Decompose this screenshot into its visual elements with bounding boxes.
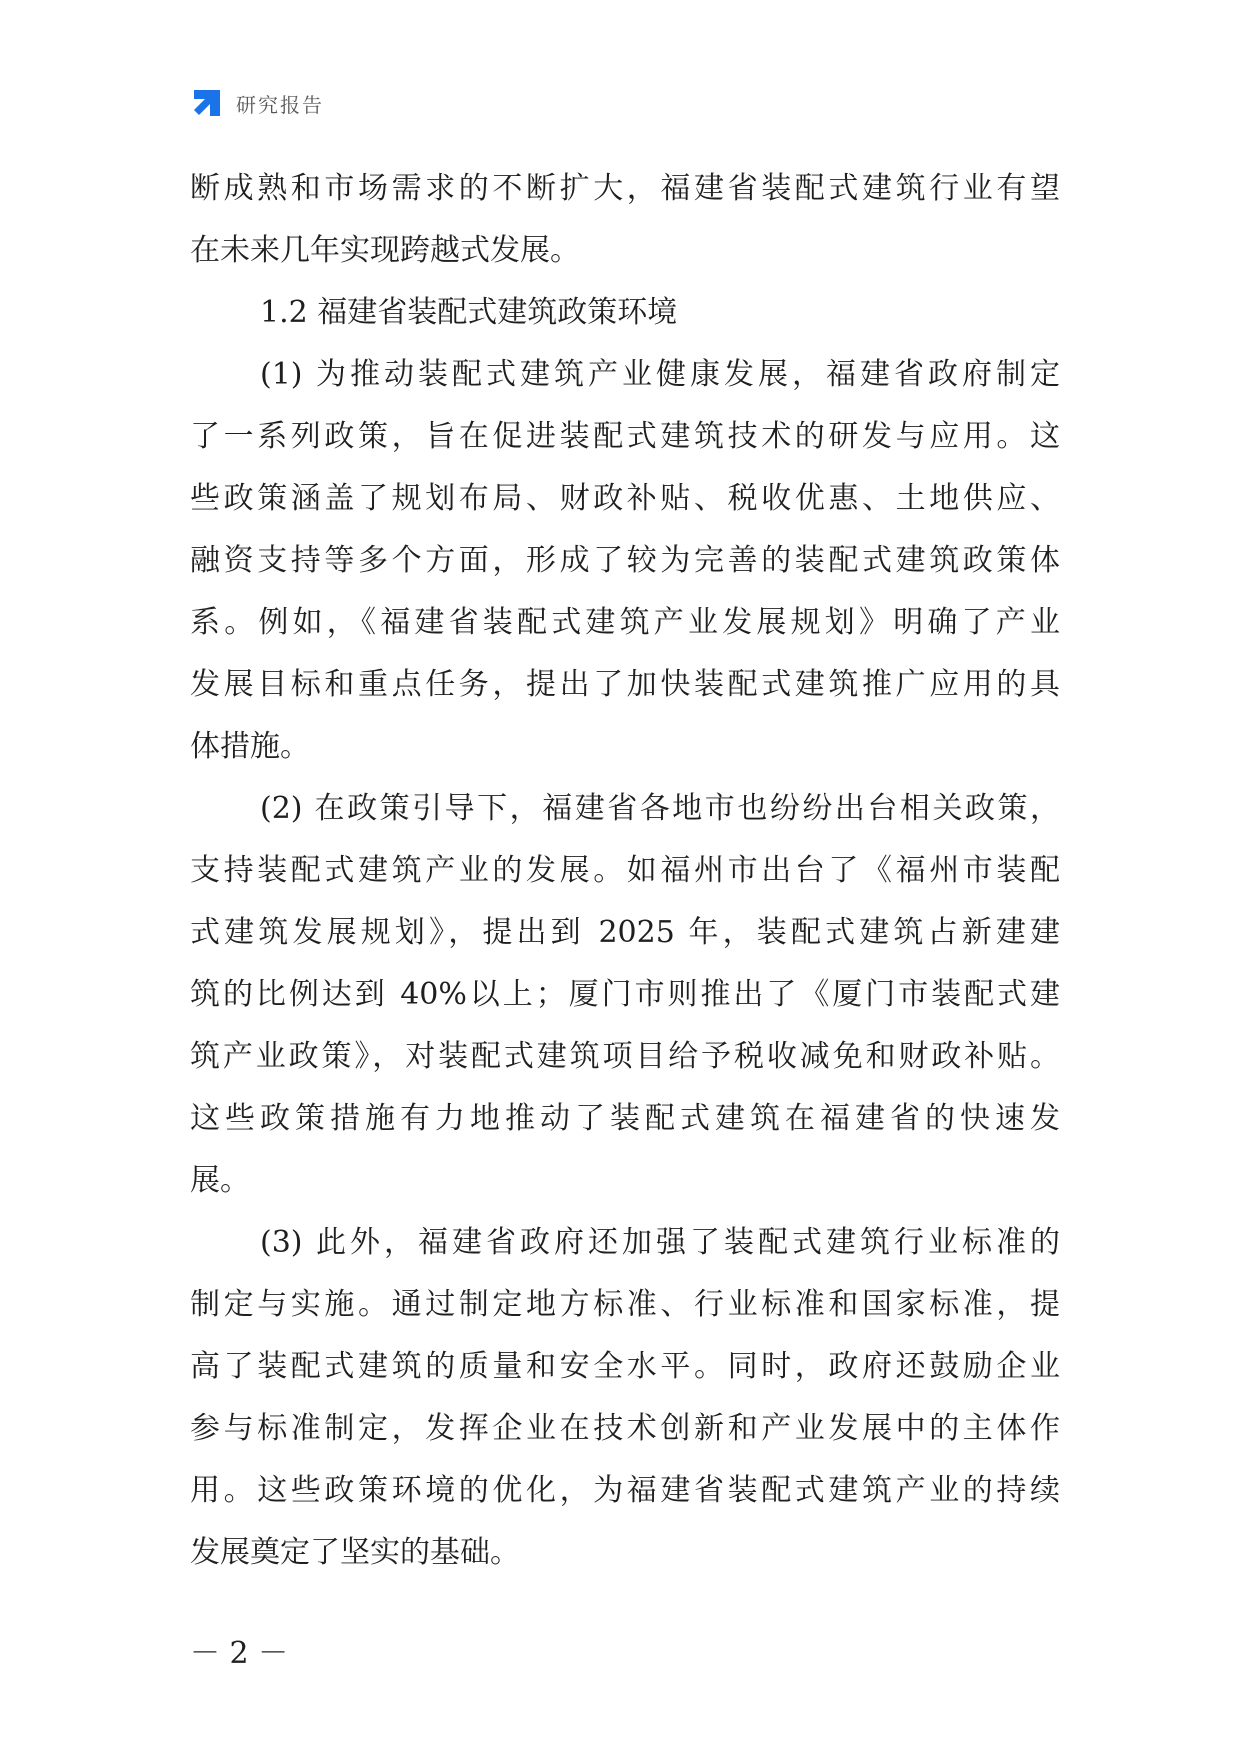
paragraph-line: 制定与实施。通过制定地方标准、行业标准和国家标准，提 bbox=[190, 1287, 1060, 1322]
header-title: 研究报告 bbox=[236, 92, 324, 117]
paragraph-line: 这些政策措施有力地推动了装配式建筑在福建省的快速发 bbox=[190, 1101, 1060, 1136]
paragraph-line: 发展目标和重点任务，提出了加快装配式建筑推广应用的具 bbox=[190, 667, 1060, 702]
paragraph-2 bbox=[190, 778, 1060, 1212]
paragraph-line: 些政策涵盖了规划布局、财政补贴、税收优惠、土地供应、 bbox=[190, 481, 1060, 516]
paragraph-line: (3) 此外，福建省政府还加强了装配式建筑行业标准的 bbox=[260, 1225, 1060, 1260]
paragraph-line: 融资支持等多个方面，形成了较为完善的装配式建筑政策体 bbox=[190, 543, 1060, 578]
paragraph-line: 式建筑发展规划》，提出到 2025 年，装配式建筑占新建建 bbox=[190, 915, 1060, 950]
paragraph-line: 系。例如，《福建省装配式建筑产业发展规划》明确了产业 bbox=[190, 605, 1060, 640]
paragraph-line: 了一系列政策，旨在促进装配式建筑技术的研发与应用。这 bbox=[190, 419, 1060, 454]
paragraph-line: 筑的比例达到 40%以上；厦门市则推出了《厦门市装配式建 bbox=[190, 977, 1060, 1012]
page-number: － 2 － bbox=[190, 1636, 289, 1671]
paragraph-1 bbox=[190, 344, 1060, 778]
paragraph-line: 筑产业政策》，对装配式建筑项目给予税收减免和财政补贴。 bbox=[190, 1039, 1060, 1074]
intro-line: 断成熟和市场需求的不断扩大，福建省装配式建筑行业有望 bbox=[190, 171, 1060, 206]
paragraph-3 bbox=[190, 1212, 1060, 1584]
paragraph-line: 高了装配式建筑的质量和安全水平。同时，政府还鼓励企业 bbox=[190, 1349, 1060, 1384]
document-body bbox=[190, 158, 1060, 1584]
paragraph-line: 发展奠定了坚实的基础。 bbox=[190, 1535, 520, 1570]
paragraph-line: 参与标准制定，发挥企业在技术创新和产业发展中的主体作 bbox=[190, 1411, 1060, 1446]
arrow-up-right-icon bbox=[190, 86, 224, 120]
report-header bbox=[190, 86, 324, 120]
paragraph-line: (2) 在政策引导下，福建省各地市也纷纷出台相关政策， bbox=[260, 791, 1060, 826]
paragraph-line: 展。 bbox=[190, 1163, 250, 1198]
intro-line: 在未来几年实现跨越式发展。 bbox=[190, 233, 580, 268]
paragraph-line: 体措施。 bbox=[190, 729, 310, 764]
section-heading: 1.2 福建省装配式建筑政策环境 bbox=[260, 295, 678, 330]
paragraph-line: 用。这些政策环境的优化，为福建省装配式建筑产业的持续 bbox=[190, 1473, 1060, 1508]
paragraph-line: 支持装配式建筑产业的发展。如福州市出台了《福州市装配 bbox=[190, 853, 1060, 888]
paragraph-line: (1) 为推动装配式建筑产业健康发展，福建省政府制定 bbox=[260, 357, 1060, 392]
